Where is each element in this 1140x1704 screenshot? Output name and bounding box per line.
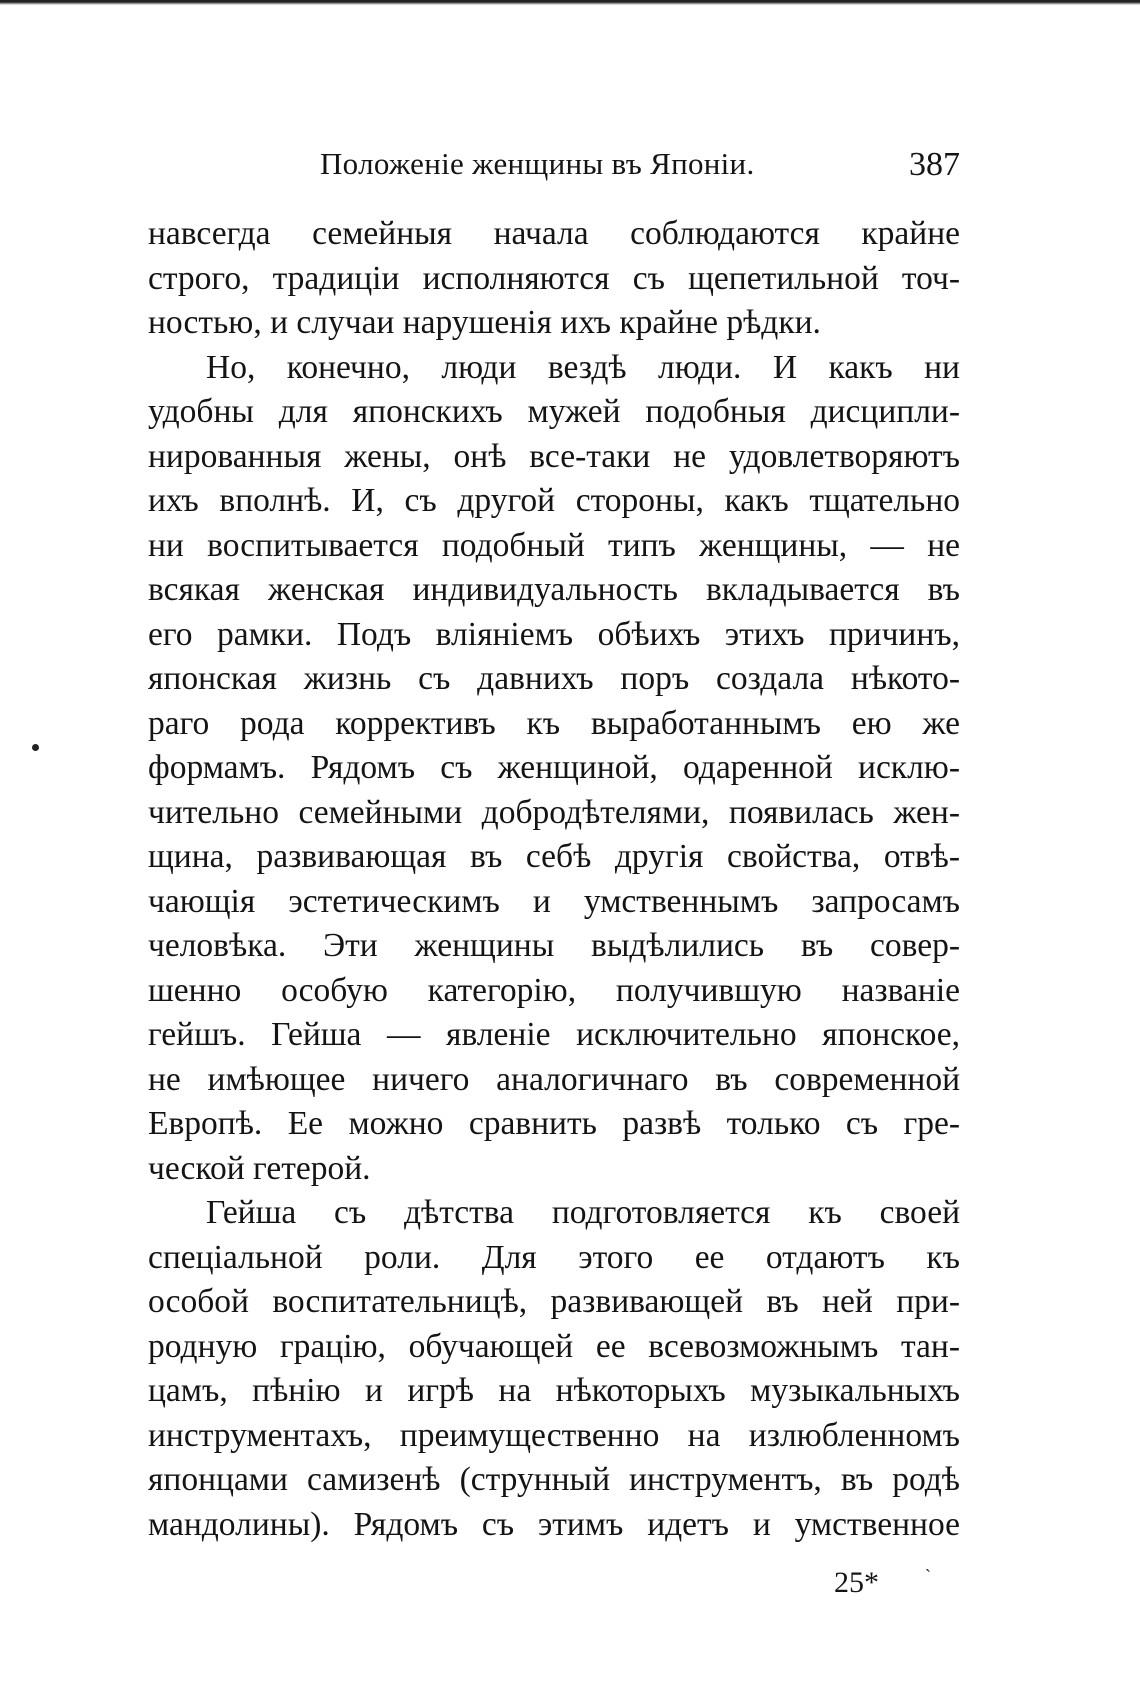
page-number: 387 [909,146,960,183]
text-line: шенно особую категорію, получившую названіе [148,971,960,1009]
text-line: его рамки. Подъ вліяніемъ обѣихъ этихъ причинъ, [148,615,960,653]
body-text [148,212,960,1547]
print-speck: ˋ [925,1566,931,1586]
text-line: японцами самизенѣ (струнный инструментъ, въ родѣ [148,1461,960,1498]
text-line: гейшъ. Гейша — явленіе исключительно японское, [148,1016,960,1053]
text-line: формамъ. Рядомъ съ женщиной, одаренной исклю- [148,749,960,786]
text-line: Европѣ. Ее можно сравнить развѣ только съ гре- [148,1105,960,1142]
text-line: цамъ, пѣнію и игрѣ на нѣкоторыхъ музыкальныхъ [148,1372,960,1409]
text-line: спеціальной роли. Для этого ее отдаютъ къ [148,1238,960,1276]
text-line: навсегда семейныя начала соблюдаются крайне [148,215,960,252]
text-line: человѣка. Эти женщины выдѣлились въ совер- [148,927,960,964]
running-head: Положеніе женщины въ Японіи. [320,146,755,181]
text-line: ческой гетерой. [148,1149,371,1187]
text-line: строго, традиціи исполняются съ щепетильной точ- [148,259,960,297]
text-line: чающія эстетическимъ и умственнымъ запросамъ [148,882,960,920]
text-line: чительно семейными добродѣтелями, появилась жен- [148,793,960,831]
text-line: инструментахъ, преимущественно на излюбленномъ [148,1416,960,1454]
text-line: ностью, и случаи нарушенія ихъ крайне рѣдки. [148,304,821,341]
text-line: раго рода коррективъ къ выработаннымъ ею же [148,704,960,742]
text-line: не имѣющее ничего аналогичнаго въ современной [148,1060,960,1098]
text-line: ни воспитывается подобный типъ женщины, — не [148,526,960,564]
signature-mark: 25* [834,1566,879,1599]
text-line: Но, конечно, люди вездѣ люди. И какъ ни [206,348,960,386]
text-line: мандолины). Рядомъ съ этимъ идетъ и умственное [148,1505,960,1543]
text-line: ихъ вполнѣ. И, съ другой стороны, какъ тщательно [148,482,960,519]
text-line: нированныя жены, онѣ все-таки не удовлетворяютъ [148,437,960,475]
text-line: особой воспитательницѣ, развивающей въ ней при- [148,1283,960,1320]
text-line: Гейша съ дѣтства подготовляется къ своей [206,1194,960,1231]
text-line: удобны для японскихъ мужей подобныя дисципли- [148,393,960,430]
text-line: родную грацію, обучающей ее всевозможнымъ тан- [148,1327,960,1365]
margin-speck [32,744,39,751]
text-line: щина, развивающая въ себѣ другія свойства, отвѣ- [148,838,960,875]
text-line: японская жизнь съ давнихъ поръ создала нѣкото- [148,660,960,697]
text-line: всякая женская индивидуальность вкладывается въ [148,571,960,608]
top-edge-rule [0,0,1140,5]
